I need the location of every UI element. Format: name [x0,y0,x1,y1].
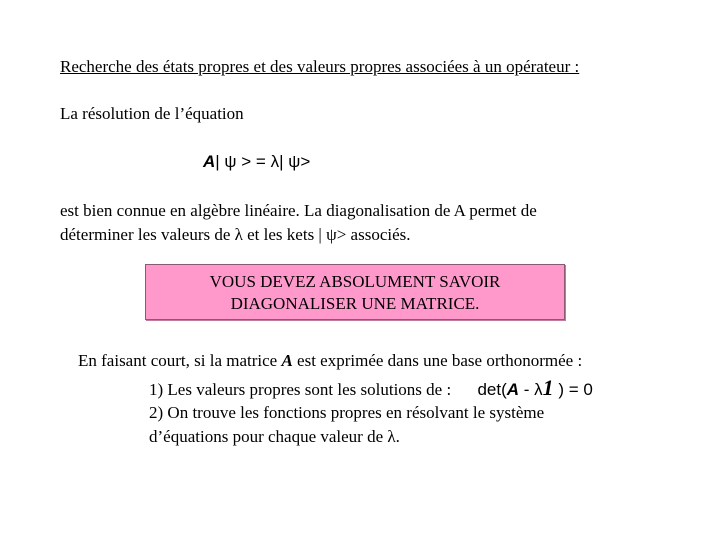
det-open: det( [477,380,507,399]
intro-text: La résolution de l’équation [60,104,244,123]
step-1 [149,375,593,400]
summary-after: est exprimée dans une base orthonormée : [292,351,583,370]
equation-rest: | ψ > = λ| ψ> [215,152,311,171]
step-2-line-1: 2) On trouve les fonctions propres en résolvant le système [149,403,545,422]
step-1-text: 1) Les valeurs propres sont les solutions de : [149,380,452,399]
slide-title: Recherche des états propres et des valeurs propres associées à un opérateur : [60,57,580,76]
det-minus: - λ [519,380,543,399]
step-2-line-2: d’équations pour chaque valeur de λ. [149,427,400,446]
determinant-equation [477,375,593,400]
paragraph-line-1: est bien connue en algèbre linéaire. La diagonalisation de A permet de [60,201,537,220]
paragraph-line-2: déterminer les valeurs de λ et les kets | ψ> associés. [60,225,411,244]
eigen-equation [203,152,310,172]
callout-line-1: VOUS DEVEZ ABSOLUMENT SAVOIR [209,272,501,291]
callout-line-2: DIAGONALISER UNE MATRICE. [230,294,480,313]
equation-operator: A [203,152,216,171]
summary-operator: A [281,351,293,370]
det-close: ) = 0 [553,380,593,399]
summary-text [78,351,582,371]
callout-box [145,264,565,320]
summary-before: En faisant court, si la matrice [78,351,282,370]
det-operator: A [506,380,520,399]
det-identity: 1 [542,375,554,400]
